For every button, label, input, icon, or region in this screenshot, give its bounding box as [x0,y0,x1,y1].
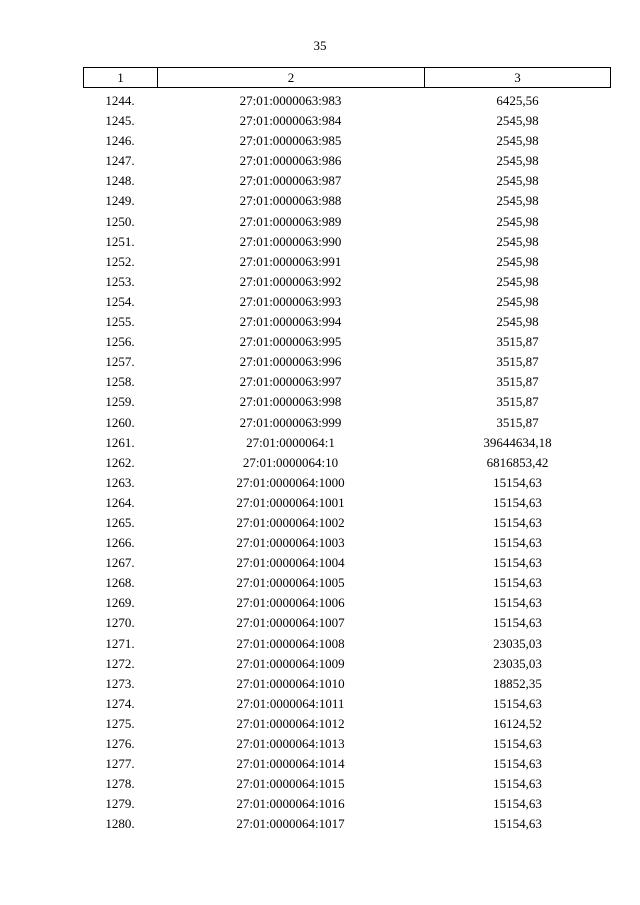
cadastral-number-cell: 27:01:0000063:998 [239,394,342,410]
table-row [83,171,611,191]
table-row [83,634,611,654]
table-row [83,774,611,794]
row-number-cell: 1259. [105,394,135,410]
value-cell: 2545,98 [496,293,539,309]
row-number-cell: 1279. [105,796,135,812]
row-number-cell: 1277. [105,756,135,772]
table-row [83,734,611,754]
table-row [83,553,611,573]
value-cell: 15154,63 [493,555,542,571]
row-number-cell: 1269. [105,595,135,611]
row-number-cell: 1275. [105,715,135,731]
table-row [83,533,611,553]
cadastral-number-cell: 27:01:0000064:1005 [236,575,345,591]
table-row [83,372,611,392]
cadastral-number-cell: 27:01:0000064:1000 [236,474,345,490]
value-cell: 15154,63 [493,615,542,631]
table-row [83,131,611,151]
table-row [83,232,611,252]
value-cell: 15154,63 [493,695,542,711]
value-cell: 2545,98 [496,193,539,209]
value-cell: 3515,87 [496,334,539,350]
value-cell: 2545,98 [496,173,539,189]
row-number-cell: 1272. [105,655,135,671]
table-row [83,352,611,372]
table-row [83,252,611,272]
row-number-cell: 1246. [105,133,135,149]
value-cell: 2545,98 [496,253,539,269]
row-number-cell: 1248. [105,173,135,189]
row-number-cell: 1253. [105,273,135,289]
column-header-2: 2 [158,68,425,87]
row-number-cell: 1254. [105,293,135,309]
value-cell: 15154,63 [493,575,542,591]
row-number-cell: 1266. [105,535,135,551]
table-row [83,674,611,694]
table-row [83,151,611,171]
cadastral-number-cell: 27:01:0000064:1007 [236,615,345,631]
value-cell: 15154,63 [493,776,542,792]
value-cell: 6425,56 [496,93,539,108]
table-row [83,392,611,412]
value-cell: 3515,87 [496,374,539,390]
table-row [83,312,611,332]
value-cell: 15154,63 [493,494,542,510]
column-header-3: 3 [514,69,521,85]
cadastral-number-cell: 27:01:0000064:1009 [236,655,345,671]
table-row [83,292,611,312]
table-row [83,433,611,453]
value-cell: 3515,87 [496,394,539,410]
table-row [83,473,611,493]
cadastral-number-cell: 27:01:0000064:1016 [236,796,345,812]
value-cell: 2545,98 [496,233,539,249]
value-cell: 3515,87 [496,414,539,430]
row-number-cell: 1255. [105,314,135,330]
cadastral-number-cell: 27:01:0000064:1004 [236,555,345,571]
row-number-cell: 1271. [105,635,135,651]
cadastral-number-cell: 27:01:0000064:1014 [236,756,345,772]
row-number-cell: 1273. [105,675,135,691]
table-row [83,593,611,613]
row-number-cell: 1250. [105,213,135,229]
cadastral-number-cell: 27:01:0000064:1 [246,434,335,450]
table-row [83,794,611,814]
value-cell: 18852,35 [493,675,542,691]
cadastral-number-cell: 27:01:0000064:1010 [236,675,345,691]
row-number-cell: 1260. [105,414,135,430]
cadastral-number-cell: 27:01:0000063:986 [239,153,342,169]
table-row [83,654,611,674]
table-header-row [83,67,611,88]
table-row [83,754,611,774]
table-body [83,91,611,834]
table-row [83,191,611,211]
row-number-cell: 1251. [105,233,135,249]
cadastral-number-cell: 27:01:0000064:1003 [236,535,345,551]
cadastral-number-cell: 27:01:0000063:990 [239,233,342,249]
table-row [83,513,611,533]
value-cell: 2545,98 [496,113,539,129]
table-row [83,212,611,232]
value-cell: 23035,03 [493,655,542,671]
cadastral-number-cell: 27:01:0000063:999 [239,414,342,430]
table-row [83,694,611,714]
cadastral-number-cell: 27:01:0000064:1002 [236,514,345,530]
row-number-cell: 1278. [105,776,135,792]
value-cell: 15154,63 [493,474,542,490]
value-cell: 3515,87 [496,354,539,370]
table-row [83,814,611,834]
row-number-cell: 1265. [105,514,135,530]
row-number-cell: 1276. [105,736,135,751]
cadastral-number-cell: 27:01:0000064:1011 [236,695,345,711]
cadastral-number-cell: 27:01:0000063:991 [239,253,342,269]
cadastral-number-cell: 27:01:0000063:996 [239,354,342,370]
value-cell: 2545,98 [496,314,539,330]
row-number-cell: 1268. [105,575,135,591]
value-cell: 2545,98 [496,273,539,289]
cadastral-number-cell: 27:01:0000063:984 [239,113,342,129]
row-number-cell: 1261. [105,434,135,450]
value-cell: 15154,63 [493,595,542,611]
row-number-cell: 1264. [105,494,135,510]
table-row [83,332,611,352]
value-cell: 15154,63 [493,535,542,551]
row-number-cell: 1267. [105,555,135,571]
row-number-cell: 1249. [105,193,135,209]
column-header-1: 1 [84,68,158,87]
cadastral-number-cell: 27:01:0000063:983 [239,93,342,108]
cadastral-number-cell: 27:01:0000063:994 [239,314,342,330]
cadastral-number-cell: 27:01:0000064:1001 [236,494,345,510]
table-row [83,413,611,433]
value-cell: 23035,03 [493,635,542,651]
value-cell: 6816853,42 [486,454,549,470]
table-row [83,111,611,131]
cadastral-number-cell: 27:01:0000063:997 [239,374,342,390]
value-cell: 2545,98 [496,133,539,149]
cadastral-number-cell: 27:01:0000063:993 [239,293,342,309]
cadastral-number-cell: 27:01:0000064:1012 [236,715,345,731]
row-number-cell: 1252. [105,253,135,269]
table-row [83,91,611,111]
row-number-cell: 1256. [105,334,135,350]
row-number-cell: 1263. [105,474,135,490]
cadastral-number-cell: 27:01:0000064:1013 [236,736,345,751]
value-cell: 2545,98 [496,153,539,169]
value-cell: 16124,52 [493,715,542,731]
row-number-cell: 1247. [105,153,135,169]
cadastral-number-cell: 27:01:0000063:985 [239,133,342,149]
table-row [83,272,611,292]
table-row [83,613,611,633]
cadastral-table [83,67,611,834]
cadastral-number-cell: 27:01:0000064:1008 [236,635,345,651]
row-number-cell: 1280. [105,816,135,832]
table-row [83,453,611,473]
row-number-cell: 1245. [105,113,135,129]
row-number-cell: 1274. [105,695,135,711]
row-number-cell: 1257. [105,354,135,370]
value-cell: 39644634,18 [483,434,552,450]
page-number: 35 [313,38,327,53]
table-row [83,493,611,513]
table-row [83,573,611,593]
cadastral-number-cell: 27:01:0000063:988 [239,193,342,209]
cadastral-number-cell: 27:01:0000064:1017 [236,816,345,832]
row-number-cell: 1262. [105,454,135,470]
value-cell: 2545,98 [496,213,539,229]
cadastral-number-cell: 27:01:0000063:992 [239,273,342,289]
value-cell: 15154,63 [493,514,542,530]
value-cell: 15154,63 [493,796,542,812]
cadastral-number-cell: 27:01:0000063:995 [239,334,342,350]
cadastral-number-cell: 27:01:0000064:10 [242,454,339,470]
value-cell: 15154,63 [493,736,542,751]
cadastral-number-cell: 27:01:0000063:987 [239,173,342,189]
cadastral-number-cell: 27:01:0000064:1006 [236,595,345,611]
row-number-cell: 1258. [105,374,135,390]
cadastral-number-cell: 27:01:0000063:989 [239,213,342,229]
table-row [83,714,611,734]
row-number-cell: 1244. [105,93,135,108]
row-number-cell: 1270. [105,615,135,631]
cadastral-number-cell: 27:01:0000064:1015 [236,776,345,792]
value-cell: 15154,63 [493,816,542,832]
value-cell: 15154,63 [493,756,542,772]
